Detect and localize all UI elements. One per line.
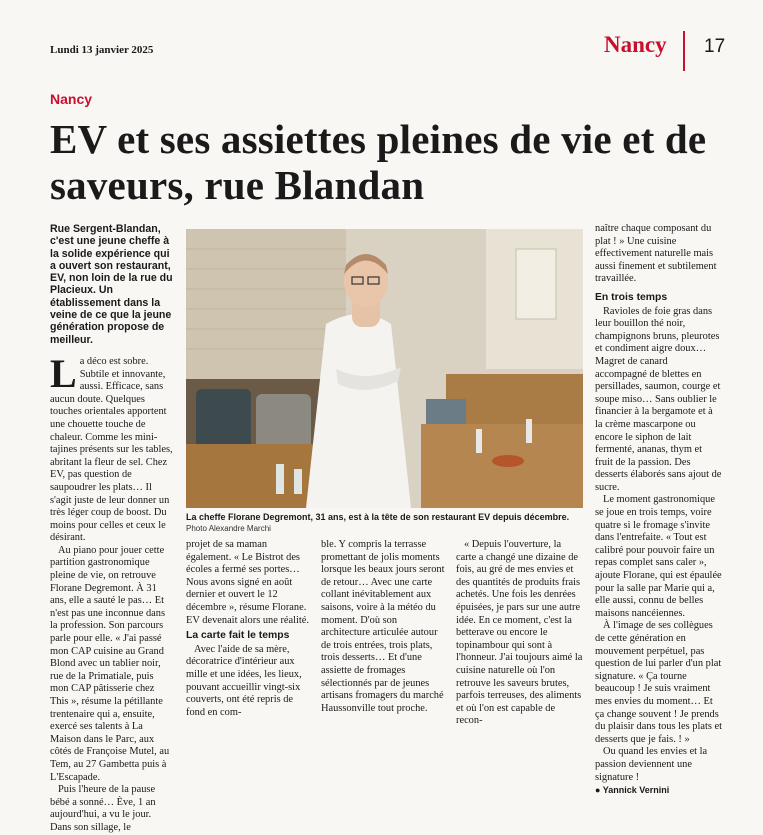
subheading: La carte fait le temps	[186, 630, 290, 642]
paragraph: ble. Y compris la terrasse promettant de jolis moments lorsque les beaux jours seront de retour… Avec une carte collant inévitablement aux saisons, voire à la météo du moment. D'où son architecture articulée autour de trois entrées, trois plats, trois desserts… Et d'une assiette de fromages sélectionnés par de jeunes artisans fromagers du marché Haussonville tout proche.	[321, 539, 445, 714]
article-headline: EV et ses assiettes pleines de vie et de saveurs, rue Blandan	[50, 116, 707, 208]
paragraph: Avec l'aide de sa mère, décoratrice d'intérieur aux mille et une idées, les lieux, pouvant accueillir vingt-six couverts, ont été repris de fond en com-	[186, 643, 302, 718]
column-2	[186, 539, 310, 718]
column-1	[50, 223, 174, 833]
paragraph: Ravioles de foie gras dans leur bouillon thé noir, champignons bruns, pleurotes et condiment aigre doux… Magret de canard accompagné de blettes en persillades, saumon, courge et soupe miso… Sans oublier le financier à la bergamote et à la crème mascarpone ou encore le siphon de lait fermenté, ananas, thym et fruit de la passion. Des desserts élaborés sans ajout de sucre.	[595, 305, 722, 493]
header-divider	[683, 31, 685, 71]
article-photo	[186, 229, 583, 508]
paragraph: Le moment gastronomique se joue en trois temps, voire quatre si le fromage s'invite dans l'entrefaite. « Tout est calibré pour pouvoir faire un repas complet sans caler », ajoute Florane, qui est épaulée pour la salle par Marie qui a, elle aussi, connu de belles maisons nancéiennes.	[595, 494, 722, 619]
restaurant-photo-illustration	[186, 229, 583, 508]
subheading: En trois temps	[595, 291, 668, 303]
paragraph: La déco est sobre. Subtile et innovante, aussi. Efficace, sans aucun doute. Quelques touches orientales apportent une chouette touche de chaleur. Comme les mini-tajines présents sur les tables, abritant la fleur de sel. Chez EV, pas question de saupoudrer les plats… Il s'agit juste de leur donner un très léger coup de boost. Du moins pour celles et ceux le désirant.	[50, 350, 173, 544]
paragraph: Ou quand les envies et la passion deviennent une signature !	[595, 746, 708, 783]
issue-date: Lundi 13 janvier 2025	[50, 44, 154, 56]
paragraph: À l'image de ses collègues de cette génération en mouvement perpétuel, pas question de lui parler d'un plat signature. « Ça tourne beaucoup ! Je suis vraiment mes envies du moment… Et ça change souvent ! Je prends du plaisir dans tous les plats et desserts que je fais. ! »	[595, 620, 722, 745]
article-kicker: Nancy	[50, 91, 93, 107]
article-lead: Rue Sergent-Blandan, c'est une jeune cheffe à la solide expérience qui a ouvert son restaurant, EV, non loin de la rue du Placieux. Un établissement dans la veine de ce que la jeune génération propose de meilleur.	[50, 223, 173, 346]
photo-credit: Photo Alexandre Marchi	[186, 524, 271, 533]
photo-caption: La cheffe Florane Degremont, 31 ans, est à la tête de son restaurant EV depuis décembre.	[186, 512, 570, 522]
column-3	[321, 539, 445, 714]
paragraph: « Depuis l'ouverture, la carte a changé une dizaine de fois, au gré de mes envies et des quantités de produits frais achetés. Une fois les denrées épuisées, je pars sur une autre idée. En ce moment, c'est la betterave ou encore le topinambour qui sont à l'honneur. J'ai toujours aimé la cuisine naturelle où l'on retrouve les saveurs brutes, parfois terreuses, des aliments et où l'on est capable de recon-	[456, 539, 583, 727]
author-signature: ● Yannick Vernini	[595, 785, 670, 796]
section-title: Nancy	[604, 32, 667, 57]
paragraph: Au piano pour jouer cette partition gastronomique pleine de vie, on retrouve Florane Degremont. À 31 ans, elle a sauté le pas… Et n'est pas une inconnue dans la profession. Son parcours parle pour elle. « J'ai passé mon CAP cuisine au Grand Blond avec un tablier noir, rue de la Primatiale, puis mon CAP pâtisserie chez This », résume la pétillante trentenaire qui a, ensuite, exercé ses talents à La Maison dans le Parc, aux côtés de Françoise Mutel, au Tem, au 27 Gambetta puis à L'Escapade.	[50, 544, 170, 783]
paragraph: Puis l'heure de la pause bébé a sonné… Ève, 1 an aujourd'hui, a vu le jour. Dans son sillage, le	[50, 784, 156, 833]
paragraph: naître chaque composant du plat ! » Une cuisine effectivement naturelle mais aussi finement et subtilement travaillée.	[595, 223, 717, 285]
paragraph: projet de sa maman également. « Le Bistrot des écoles a fermé ses portes… Nous avons signé en août dernier et ouvert le 12 décembre », résume Florane. EV devenait alors une réalité.	[186, 539, 310, 626]
column-5	[595, 223, 722, 796]
drop-cap: L	[50, 350, 77, 396]
page-number: 17	[704, 36, 726, 57]
column-4	[456, 539, 583, 727]
